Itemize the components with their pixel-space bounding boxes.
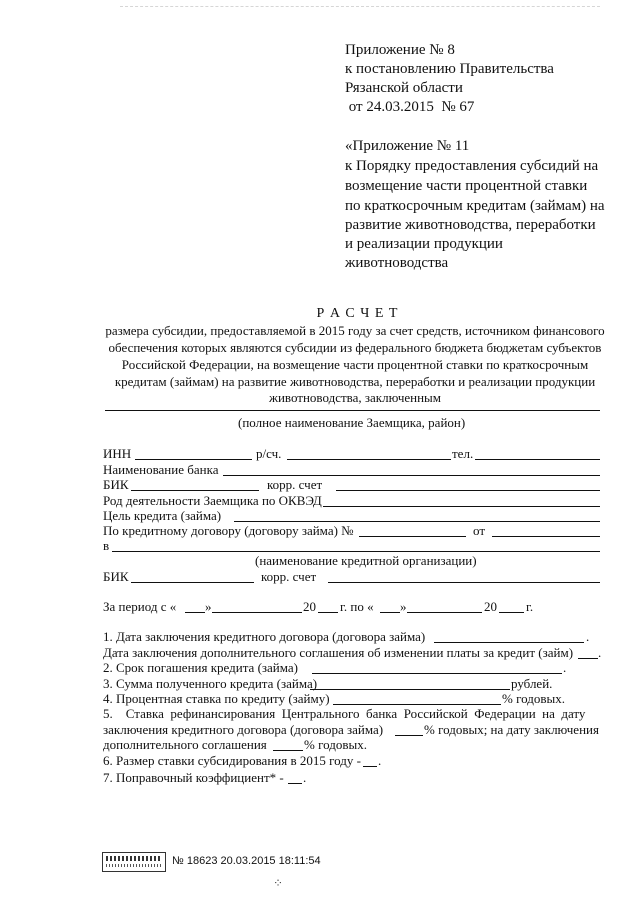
okved-label: Род деятельности Заемщика по ОКВЭД [103, 493, 322, 508]
item-1-field[interactable] [434, 642, 584, 643]
period-mid-label: г. по « [340, 599, 374, 614]
contract-date-field[interactable] [492, 536, 600, 537]
punct: . [378, 753, 382, 768]
appendix-line: Приложение № 8 [345, 42, 455, 58]
item-6-field[interactable] [363, 766, 377, 767]
bik2-field[interactable] [131, 582, 254, 583]
item-2: 2. Срок погашения кредита (займа) [103, 660, 298, 675]
punct: . [563, 660, 567, 675]
punct: . [303, 770, 307, 785]
corr-account-label: корр. счет [267, 477, 323, 492]
item-7-field[interactable] [288, 783, 302, 784]
item-2-field[interactable] [312, 673, 562, 674]
credit-org-field[interactable] [112, 551, 600, 552]
contract-label: По кредитному договору (договору займа) № [103, 523, 354, 538]
period-year-label: 20 [303, 599, 316, 614]
appendix-line: Рязанской области [345, 80, 463, 96]
contract-number-field[interactable] [359, 536, 466, 537]
item-5-line3b: % годовых. [304, 737, 367, 752]
scan-mark: ⁘ [273, 876, 284, 890]
purpose-label: Цель кредита (займа) [103, 508, 222, 523]
borrower-caption: (полное наименование Заемщика, район) [238, 415, 466, 430]
punct: . [586, 629, 590, 644]
corr-account2-field[interactable] [328, 582, 600, 583]
item-4-field[interactable] [333, 704, 501, 705]
item-5-line2b: % годовых; на дату заключения [424, 722, 599, 737]
item-5-line1: 5. Ставка рефинансирования Центрального банка Российской Федерации на дату [103, 706, 586, 721]
appendix-line: животноводства [345, 255, 449, 271]
stamp-pattern [106, 864, 162, 867]
period-end-label: г. [526, 599, 534, 614]
period-end-day[interactable] [380, 612, 400, 613]
contract-date-label: от [473, 523, 486, 538]
appendix-line: и реализации продукции [345, 236, 503, 252]
scan-artifact-top [120, 6, 600, 9]
period-start-day[interactable] [185, 612, 205, 613]
okved-field[interactable] [323, 506, 600, 507]
item-4: 4. Процентная ставка по кредиту (займу) [103, 691, 330, 706]
phone-label: тел. [452, 446, 474, 461]
bank-name-label: Наименование банка [103, 462, 219, 477]
item-5-line3a: дополнительного соглашения [103, 737, 267, 752]
corr-account2-label: корр. счет [261, 569, 317, 584]
intro-line: Российской Федерации, на возмещение части процентной ставки по краткосрочным [121, 357, 589, 372]
registration-number: № 18623 20.03.2015 18:11:54 [172, 855, 321, 867]
appendix-line: «Приложение № 11 [345, 138, 470, 154]
purpose-field[interactable] [234, 521, 600, 522]
period-label: За период с « [103, 599, 177, 614]
punct: . [598, 645, 602, 660]
item-3-field[interactable] [310, 689, 510, 690]
period-quote: » [400, 599, 407, 614]
item-4-unit: % годовых. [502, 691, 565, 706]
appendix-line: развитие животноводства, переработки [345, 217, 596, 233]
item-1b: Дата заключения дополнительного соглашения об изменении платы за кредит (займ) [103, 645, 574, 660]
period-year-label: 20 [484, 599, 497, 614]
appendix-line: к постановлению Правительства [345, 61, 554, 77]
appendix-line: к Порядку предоставления субсидий на [345, 158, 599, 174]
intro-line: размера субсидии, предоставляемой в 2015 году за счет средств, источником финансового [105, 323, 605, 338]
appendix-line: по краткосрочным кредитам (займам) на [345, 198, 605, 214]
intro-line: обеспечения которых являются субсидии из федерального бюджета бюджетам субъектов [108, 340, 602, 355]
account-label: р/сч. [256, 446, 282, 461]
period-start-year[interactable] [318, 612, 338, 613]
credit-org-caption: (наименование кредитной организации) [255, 553, 477, 568]
item-5-line2a: заключения кредитного договора (договора займа) [103, 722, 384, 737]
item-3: 3. Сумма полученного кредита (займа) [103, 676, 318, 691]
document-title: Р А С Ч Е Т [316, 306, 399, 321]
intro-line: кредитам (займам) на развитие животноводства, переработки и реализации продукции [114, 374, 596, 389]
period-start-month[interactable] [212, 612, 302, 613]
registration-stamp [102, 852, 166, 872]
account-field[interactable] [287, 459, 451, 460]
item-7: 7. Поправочный коэффициент* - [103, 770, 284, 785]
period-end-month[interactable] [407, 612, 482, 613]
bik-field[interactable] [131, 490, 259, 491]
phone-field[interactable] [475, 459, 600, 460]
bank-in-label: в [103, 538, 110, 553]
item-3-unit: рублей. [511, 676, 553, 691]
item-1: 1. Дата заключения кредитного договора (договора займа) [103, 629, 426, 644]
item-5-rate-field[interactable] [395, 735, 423, 736]
corr-account-field[interactable] [336, 490, 600, 491]
period-quote: » [205, 599, 212, 614]
bik-label: БИК [103, 477, 129, 492]
item-6: 6. Размер ставки субсидирования в 2015 году - [103, 753, 361, 768]
item-5-rate2-field[interactable] [273, 750, 303, 751]
inn-label: ИНН [103, 446, 132, 461]
bik2-label: БИК [103, 569, 129, 584]
appendix-line: возмещение части процентной ставки [345, 178, 588, 194]
item-1b-field[interactable] [578, 658, 598, 659]
borrower-name-line[interactable] [105, 410, 600, 411]
inn-field[interactable] [135, 459, 252, 460]
appendix-line: от 24.03.2015 № 67 [345, 99, 475, 115]
stamp-pattern [106, 856, 162, 861]
intro-line: животноводства, заключенным [268, 390, 442, 405]
period-end-year[interactable] [499, 612, 524, 613]
bank-name-field[interactable] [223, 475, 600, 476]
